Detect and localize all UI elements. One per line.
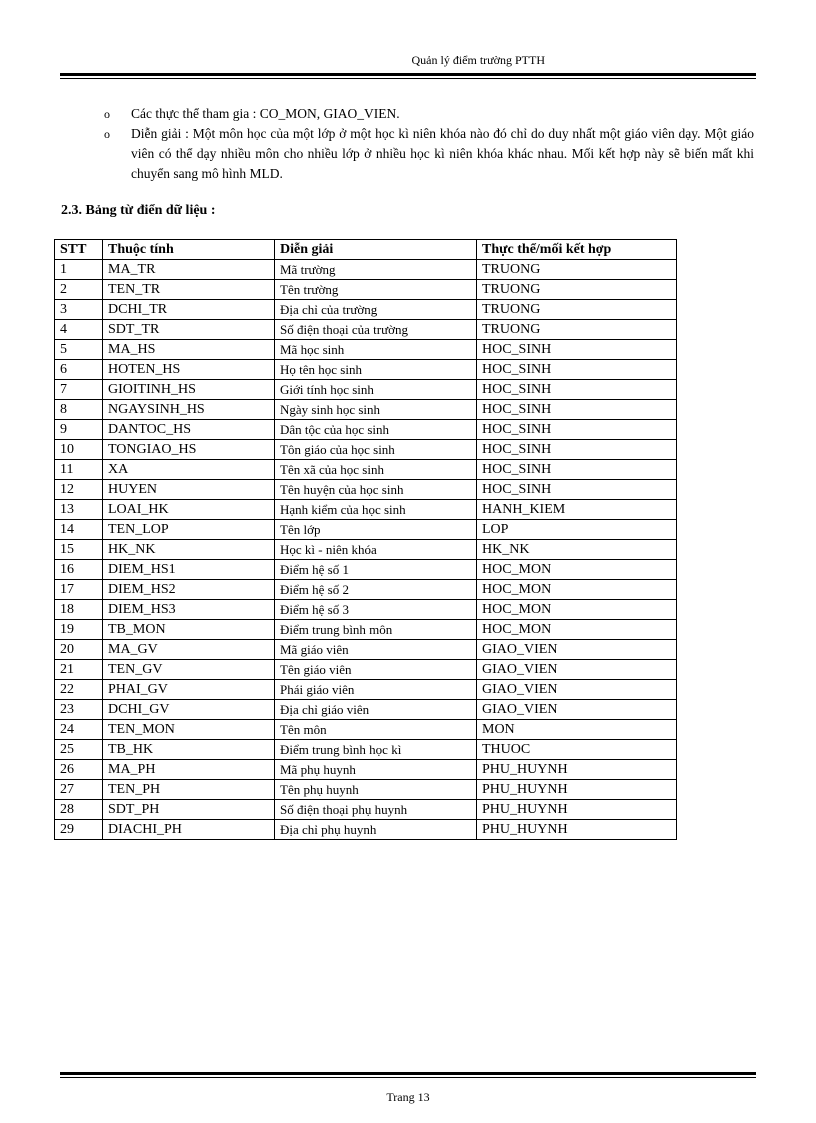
cell-attribute: TB_HK	[103, 740, 275, 760]
table-row	[55, 360, 677, 380]
cell-attribute: DANTOC_HS	[103, 420, 275, 440]
cell-stt: 3	[55, 300, 103, 320]
cell-stt: 21	[55, 660, 103, 680]
column-header: Thuộc tính	[103, 240, 275, 260]
bullet-item	[104, 124, 754, 184]
cell-description: Mã phụ huynh	[275, 760, 477, 780]
cell-stt: 16	[55, 560, 103, 580]
table-row	[55, 680, 677, 700]
cell-attribute: TEN_PH	[103, 780, 275, 800]
table-row	[55, 420, 677, 440]
header-rule-thick	[60, 73, 756, 76]
cell-description: Giới tính học sinh	[275, 380, 477, 400]
cell-attribute: DCHI_GV	[103, 700, 275, 720]
cell-entity: HANH_KIEM	[477, 500, 677, 520]
cell-stt: 18	[55, 600, 103, 620]
cell-stt: 12	[55, 480, 103, 500]
column-header: Thực thể/mối kết hợp	[477, 240, 677, 260]
cell-description: Tên môn	[275, 720, 477, 740]
table-row	[55, 320, 677, 340]
cell-entity: PHU_HUYNH	[477, 820, 677, 840]
cell-attribute: LOAI_HK	[103, 500, 275, 520]
cell-attribute: MA_TR	[103, 260, 275, 280]
cell-description: Tên phụ huynh	[275, 780, 477, 800]
table-row	[55, 820, 677, 840]
cell-entity: HOC_MON	[477, 600, 677, 620]
cell-entity: TRUONG	[477, 300, 677, 320]
cell-attribute: SDT_TR	[103, 320, 275, 340]
cell-stt: 1	[55, 260, 103, 280]
cell-stt: 29	[55, 820, 103, 840]
cell-stt: 24	[55, 720, 103, 740]
cell-description: Học kì - niên khóa	[275, 540, 477, 560]
table-row	[55, 340, 677, 360]
cell-description: Địa chỉ của trường	[275, 300, 477, 320]
cell-entity: TRUONG	[477, 280, 677, 300]
cell-description: Địa chỉ phụ huynh	[275, 820, 477, 840]
cell-description: Điểm hệ số 3	[275, 600, 477, 620]
cell-attribute: DIACHI_PH	[103, 820, 275, 840]
cell-entity: HOC_MON	[477, 560, 677, 580]
bullet-text: Các thực thể tham gia : CO_MON, GIAO_VIEN.	[131, 106, 400, 121]
table-row	[55, 580, 677, 600]
bullet-list	[104, 104, 754, 184]
cell-attribute: TB_MON	[103, 620, 275, 640]
cell-entity: HOC_SINH	[477, 440, 677, 460]
cell-stt: 11	[55, 460, 103, 480]
cell-stt: 6	[55, 360, 103, 380]
header-title: Quản lý điểm trường PTTH	[411, 53, 545, 67]
cell-stt: 10	[55, 440, 103, 460]
cell-stt: 15	[55, 540, 103, 560]
cell-entity: HOC_SINH	[477, 420, 677, 440]
cell-description: Mã giáo viên	[275, 640, 477, 660]
table-row	[55, 560, 677, 580]
table-row	[55, 720, 677, 740]
cell-entity: TRUONG	[477, 260, 677, 280]
cell-entity: HOC_SINH	[477, 460, 677, 480]
cell-entity: HK_NK	[477, 540, 677, 560]
cell-description: Địa chỉ giáo viên	[275, 700, 477, 720]
cell-description: Mã trường	[275, 260, 477, 280]
footer-rule-thick	[60, 1072, 756, 1075]
cell-attribute: TEN_GV	[103, 660, 275, 680]
cell-description: Hạnh kiểm của học sinh	[275, 500, 477, 520]
cell-entity: GIAO_VIEN	[477, 700, 677, 720]
cell-stt: 25	[55, 740, 103, 760]
cell-attribute: TONGIAO_HS	[103, 440, 275, 460]
bullet-mark: o	[104, 107, 110, 121]
bullet-mark: o	[104, 127, 110, 141]
cell-description: Họ tên học sinh	[275, 360, 477, 380]
table-row	[55, 260, 677, 280]
table-row	[55, 520, 677, 540]
cell-description: Điểm hệ số 2	[275, 580, 477, 600]
table-row	[55, 280, 677, 300]
cell-description: Điểm trung bình môn	[275, 620, 477, 640]
cell-stt: 9	[55, 420, 103, 440]
cell-entity: HOC_SINH	[477, 340, 677, 360]
table-row	[55, 660, 677, 680]
table-header-row	[55, 240, 677, 260]
cell-stt: 22	[55, 680, 103, 700]
cell-stt: 20	[55, 640, 103, 660]
cell-entity: HOC_SINH	[477, 380, 677, 400]
table-body	[55, 260, 677, 840]
cell-description: Số điện thoại phụ huynh	[275, 800, 477, 820]
cell-attribute: HOTEN_HS	[103, 360, 275, 380]
table-row	[55, 760, 677, 780]
table-row	[55, 620, 677, 640]
cell-stt: 7	[55, 380, 103, 400]
table-row	[55, 740, 677, 760]
section-heading: 2.3. Bảng từ điển dữ liệu :	[61, 203, 216, 218]
cell-stt: 4	[55, 320, 103, 340]
cell-entity: PHU_HUYNH	[477, 760, 677, 780]
table-row	[55, 500, 677, 520]
cell-stt: 14	[55, 520, 103, 540]
cell-description: Điểm hệ số 1	[275, 560, 477, 580]
cell-entity: PHU_HUYNH	[477, 780, 677, 800]
cell-stt: 5	[55, 340, 103, 360]
cell-attribute: TEN_TR	[103, 280, 275, 300]
data-dictionary-table	[54, 239, 677, 840]
table-row	[55, 800, 677, 820]
cell-entity: HOC_MON	[477, 620, 677, 640]
table-row	[55, 600, 677, 620]
cell-attribute: MA_PH	[103, 760, 275, 780]
cell-description: Tên giáo viên	[275, 660, 477, 680]
table-row	[55, 780, 677, 800]
bullet-item	[104, 104, 754, 124]
table-row	[55, 300, 677, 320]
column-header: STT	[55, 240, 103, 260]
cell-description: Tôn giáo của học sinh	[275, 440, 477, 460]
cell-entity: GIAO_VIEN	[477, 640, 677, 660]
cell-description: Dân tộc của học sinh	[275, 420, 477, 440]
cell-attribute: MA_GV	[103, 640, 275, 660]
cell-description: Tên xã của học sinh	[275, 460, 477, 480]
table-row	[55, 400, 677, 420]
table-row	[55, 480, 677, 500]
cell-entity: TRUONG	[477, 320, 677, 340]
cell-attribute: DIEM_HS3	[103, 600, 275, 620]
cell-stt: 13	[55, 500, 103, 520]
cell-stt: 19	[55, 620, 103, 640]
cell-description: Số điện thoại của trường	[275, 320, 477, 340]
cell-stt: 17	[55, 580, 103, 600]
cell-description: Điểm trung bình học kì	[275, 740, 477, 760]
cell-stt: 2	[55, 280, 103, 300]
cell-description: Mã học sinh	[275, 340, 477, 360]
cell-entity: MON	[477, 720, 677, 740]
cell-attribute: XA	[103, 460, 275, 480]
cell-attribute: TEN_LOP	[103, 520, 275, 540]
cell-entity: GIAO_VIEN	[477, 680, 677, 700]
cell-entity: HOC_SINH	[477, 400, 677, 420]
cell-attribute: DIEM_HS2	[103, 580, 275, 600]
cell-description: Phái giáo viên	[275, 680, 477, 700]
cell-entity: HOC_SINH	[477, 480, 677, 500]
cell-attribute: MA_HS	[103, 340, 275, 360]
cell-entity: PHU_HUYNH	[477, 800, 677, 820]
cell-description: Tên lớp	[275, 520, 477, 540]
cell-entity: HOC_SINH	[477, 360, 677, 380]
cell-stt: 26	[55, 760, 103, 780]
cell-attribute: NGAYSINH_HS	[103, 400, 275, 420]
table-row	[55, 460, 677, 480]
cell-attribute: HUYEN	[103, 480, 275, 500]
cell-attribute: DCHI_TR	[103, 300, 275, 320]
table-row	[55, 540, 677, 560]
table-row	[55, 380, 677, 400]
cell-attribute: DIEM_HS1	[103, 560, 275, 580]
cell-description: Ngày sinh học sinh	[275, 400, 477, 420]
bullet-text: Diễn giải : Một môn học của một lớp ở một học kì niên khóa nào đó chỉ do duy nhất một giáo viên dạy. Một giáo viên có thể dạy nhiều môn cho nhiều lớp ở nhiều học kì niên khóa khác nhau. Mối kết hợp này sẽ biến mất khi chuyển sang mô hình MLD.	[131, 126, 754, 181]
cell-entity: GIAO_VIEN	[477, 660, 677, 680]
column-header: Diễn giải	[275, 240, 477, 260]
cell-description: Tên huyện của học sinh	[275, 480, 477, 500]
cell-attribute: SDT_PH	[103, 800, 275, 820]
table-row	[55, 440, 677, 460]
cell-entity: LOP	[477, 520, 677, 540]
cell-attribute: HK_NK	[103, 540, 275, 560]
cell-entity: THUOC	[477, 740, 677, 760]
cell-stt: 27	[55, 780, 103, 800]
footer-rule-thin	[60, 1077, 756, 1078]
cell-description: Tên trường	[275, 280, 477, 300]
table-row	[55, 640, 677, 660]
table-row	[55, 700, 677, 720]
cell-attribute: TEN_MON	[103, 720, 275, 740]
cell-attribute: GIOITINH_HS	[103, 380, 275, 400]
cell-entity: HOC_MON	[477, 580, 677, 600]
page-number: Trang 13	[386, 1090, 430, 1104]
cell-attribute: PHAI_GV	[103, 680, 275, 700]
cell-stt: 28	[55, 800, 103, 820]
cell-stt: 23	[55, 700, 103, 720]
cell-stt: 8	[55, 400, 103, 420]
header-rule-thin	[60, 78, 756, 79]
